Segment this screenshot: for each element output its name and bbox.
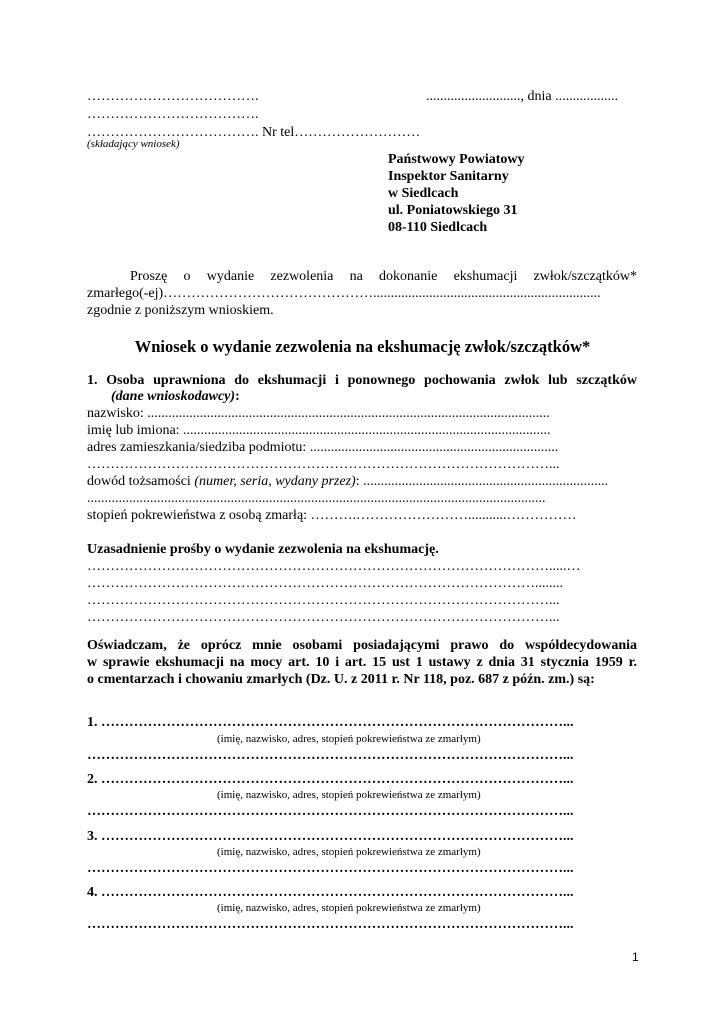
id-document-field[interactable] [87,474,608,490]
surname-field[interactable]: nazwisko: ................................................................................................................... [87,406,550,421]
person-2-hint: (imię, nazwisko, adres, stopień pokrewieństwa ze zmarłym) [217,789,481,801]
person-3-line[interactable]: 3. ………………………………………………………………………………………... [87,829,574,844]
addressee-line-2: Inspektor Sanitarny [388,169,509,184]
person-4-hint: (imię, nazwisko, adres, stopień pokrewieństwa ze zmarłym) [217,902,481,914]
justification-line-4[interactable]: ………………………………………………………………………………………... [87,610,560,625]
page-number: 1 [632,950,639,964]
person-3-hint: (imię, nazwisko, adres, stopień pokrewieństwa ze zmarłym) [217,846,481,858]
person-2-continuation[interactable]: …………………………………………………………………………………………... [87,804,574,819]
addressee-line-5: 08-110 Siedlcach [388,220,488,235]
intro-line-3: zgodnie z poniższym wnioskiem. [87,303,274,318]
person-1-continuation[interactable]: …………………………………………………………………………………………... [87,748,574,763]
section1-subheading-colon: : [235,389,240,404]
id-document-label: dowód tożsamości [87,474,195,489]
document-title: Wniosek o wydanie zezwolenia na ekshumację zwłok/szczątków* [134,337,591,356]
address-field[interactable]: adres zamieszkania/siedziba podmiotu: ....................................................................... [87,440,559,455]
applicant-name-line[interactable]: ………………………………. [87,89,259,104]
place-date-line[interactable]: ..........................., dnia .................. [426,89,619,104]
deceased-name-line[interactable]: zmarłego(-ej)………………………………………................................................................. [87,286,601,301]
justification-line-2[interactable]: ……………………………………………………………………………………........ [87,576,563,591]
addressee-line-3: w Siedlcach [388,186,459,201]
person-1-hint: (imię, nazwisko, adres, stopień pokrewieństwa ze zmarłym) [217,733,481,745]
applicant-phone-line[interactable]: ………………………………. Nr tel……………………… [87,125,421,140]
address-field-continuation[interactable]: ………………………………………………………………………………………... [87,457,560,472]
applicant-address-line[interactable]: ………………………………. [87,107,259,122]
section1-subheading [111,389,240,405]
justification-line-3[interactable]: ………………………………………………………………………………………... [87,593,560,608]
person-1-line[interactable]: 1. ………………………………………………………………………………………... [87,715,574,730]
id-document-hint: (numer, seria, wydany przez) [194,474,356,489]
declaration-line-1: Oświadczam, że oprócz mnie osobami posiadającymi prawo do współdecydowania [87,638,637,653]
section1-subheading-italic: (dane wnioskodawcy) [111,389,236,404]
justification-heading: Uzasadnienie prośby o wydanie zezwolenia na ekshumację. [87,542,439,557]
declaration-line-2: w sprawie ekshumacji na mocy art. 10 i art. 15 ust 1 ustawy z dnia 31 stycznia 1959 r. [87,655,637,670]
justification-line-1[interactable]: ……………………………………………………………………………………….....… [87,559,581,574]
relationship-field[interactable]: stopień pokrewieństwa z osobą zmarłą: ……….……………………...........…………… [87,508,577,523]
id-document-dots: : ...................................................................... [355,474,609,489]
person-4-continuation[interactable]: …………………………………………………………………………………………... [87,917,574,932]
addressee-line-1: Państwowy Powiatowy [388,152,525,167]
id-document-continuation[interactable]: ................................................................................................................................... [87,491,546,506]
intro-line-1: Proszę o wydanie zezwolenia na dokonanie ekshumacji zwłok/szczątków* [130,269,637,284]
section1-heading: 1. Osoba uprawniona do ekshumacji i ponownego pochowania zwłok lub szczątków [87,373,637,388]
person-4-line[interactable]: 4. ………………………………………………………………………………………... [87,885,574,900]
declaration-line-3: o cmentarzach i chowaniu zmarłych (Dz. U. z 2011 r. Nr 118, poz. 687 z późn. zm.) są: [87,672,595,687]
addressee-line-4: ul. Poniatowskiego 31 [388,203,518,218]
person-2-line[interactable]: 2. ………………………………………………………………………………………... [87,772,574,787]
person-3-continuation[interactable]: …………………………………………………………………………………………... [87,861,574,876]
applicant-caption: (składający wniosek) [87,138,180,150]
first-name-field[interactable]: imię lub imiona: ......................................................................................................... [87,423,551,438]
